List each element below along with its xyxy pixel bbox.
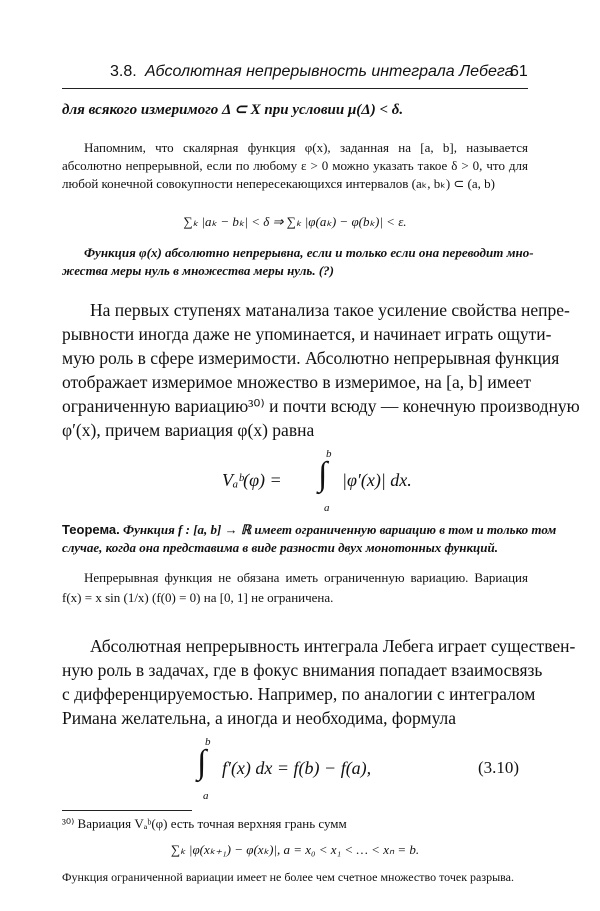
footnote-formula: ∑ₖ |φ(xₖ₊₁) − φ(xₖ)|, a = x₀ < x₁ < … < xₙ = b. — [170, 842, 420, 857]
para2-line: φ′(x), причем вариация φ(x) равна — [62, 420, 315, 440]
integral-lower: a — [203, 790, 209, 802]
integral-upper: b — [326, 448, 332, 460]
italic-line: жества меры нуль в множества меры нуль. (?) — [62, 263, 334, 278]
theorem-line: Функция f : [a, b] → ℝ имеет ограниченную вариацию в том и только том — [123, 522, 557, 537]
integral-upper: b — [205, 736, 211, 748]
para1-line: любой конечной совокупности непересекающихся интервалов (aₖ, bₖ) ⊂ (a, b) — [62, 176, 495, 191]
running-title: Абсолютная непрерывность интеграла Лебега — [145, 63, 514, 80]
theorem-label: Теорема. — [62, 522, 120, 537]
theorem-line: случае, когда она представима в виде разности двух монотонных функций. — [62, 540, 498, 555]
para2-line: отображает измеримое множество в измеримое, на [a, b] имеет — [62, 372, 532, 392]
para4-line: Римана желательна, а иногда и необходима, формула — [62, 708, 457, 728]
header-rule — [62, 88, 528, 89]
formula-sum: ∑ₖ |aₖ − bₖ| < δ ⇒ ∑ₖ |φ(aₖ) − φ(bₖ)| < ε. — [183, 214, 407, 229]
theorem-continuation: для всякого измеримого Δ ⊂ X при условии μ(Δ) < δ. — [62, 102, 404, 118]
para4-line: ную роль в задачах, где в фокус внимания попадает взаимосвязь — [62, 660, 543, 680]
para1-line: абсолютно непрерывной, если по любому ε > 0 можно указать такое δ > 0, что для — [62, 158, 528, 173]
para2-line: мую роль в сфере измеримости. Абсолютно непрерывная функция — [62, 348, 560, 368]
newton-leibniz: f′(x) dx = f(b) − f(a), — [222, 758, 372, 778]
page-number: 61 — [510, 63, 528, 80]
para3-line: f(x) = x sin (1/x) (f(0) = 0) на [0, 1] не ограничена. — [62, 590, 334, 605]
integral-sign: ∫ — [197, 744, 207, 781]
para4-line: Абсолютная непрерывность интеграла Лебега играет существен- — [90, 636, 576, 656]
integral-sign: ∫ — [318, 456, 328, 493]
equation-number: (3.10) — [478, 758, 520, 777]
para2-line: На первых ступенях матанализа такое усиление свойства непре- — [90, 300, 570, 320]
footnote-rule — [62, 810, 192, 811]
footnote-line: Функция ограниченной вариации имеет не более чем счетное множество точек разрыва. — [62, 870, 515, 884]
para2-line: ограниченную вариацию³⁰⁾ и почти всюду — конечную производную — [62, 396, 580, 416]
integrand: |φ′(x)| dx. — [342, 470, 412, 490]
para4-line: с дифференцируемостью. Например, по аналогии с интегралом — [62, 684, 536, 704]
para3-line: Непрерывная функция не обязана иметь ограниченную вариацию. Вариация — [84, 570, 528, 585]
variation-lhs: Vₐᵇ(φ) = — [222, 470, 282, 490]
theorem — [62, 522, 557, 538]
para2-line: рывности иногда даже не упоминается, и начинает играть ощути- — [62, 324, 552, 344]
italic-line: Функция φ(x) абсолютно непрерывна, если и только если она переводит мно- — [84, 245, 534, 260]
section-number: 3.8. — [110, 63, 137, 80]
para1-line: Напомним, что скалярная функция φ(x), заданная на [a, b], называется — [84, 140, 528, 155]
footnote-line: ³⁰⁾ Вариация Vₐᵇ(φ) есть точная верхняя грань сумм — [62, 816, 347, 831]
integral-lower: a — [324, 502, 330, 514]
